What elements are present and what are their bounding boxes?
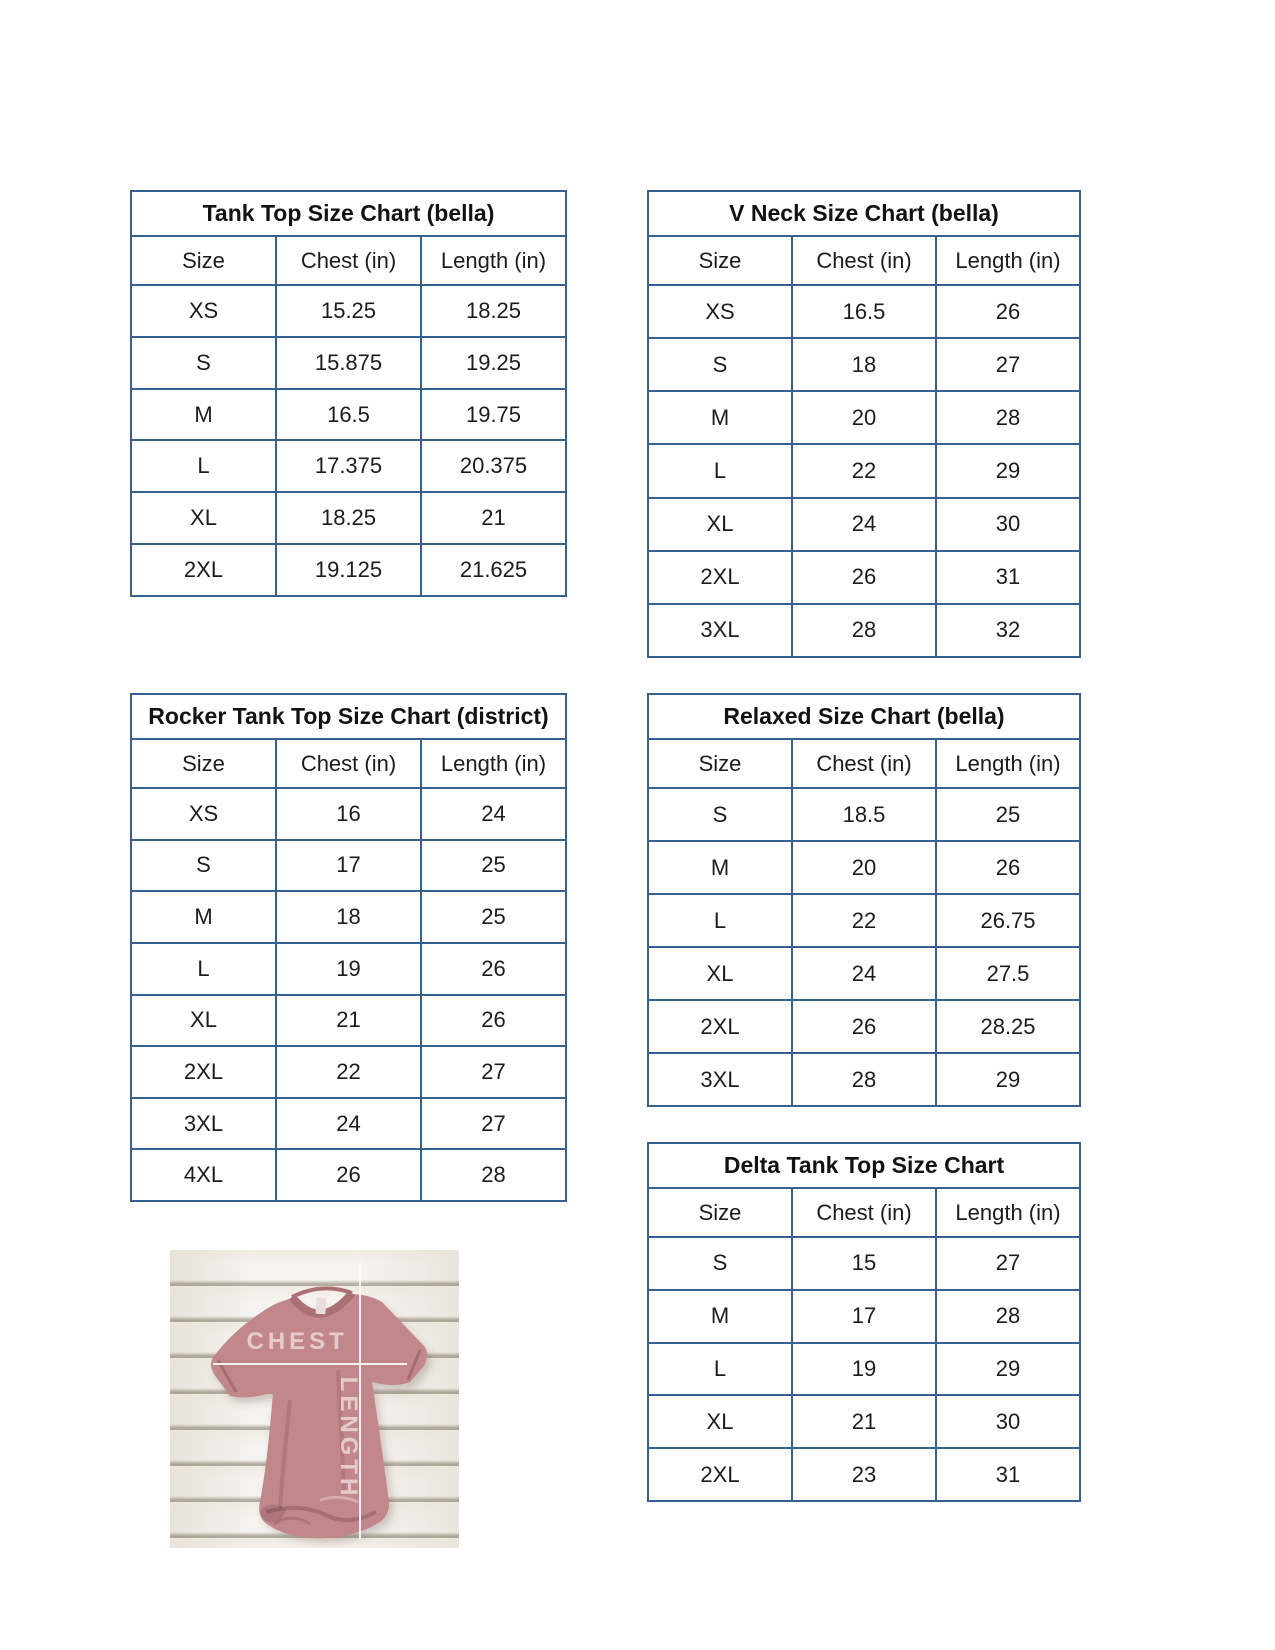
table-row xyxy=(648,551,1080,604)
length-cell: 26.75 xyxy=(936,894,1080,947)
chest-cell: 24 xyxy=(792,947,936,1000)
column-header: Chest (in) xyxy=(792,236,936,285)
chest-cell: 15.875 xyxy=(276,337,421,389)
size-cell: XL xyxy=(131,492,276,544)
chest-cell: 15.25 xyxy=(276,285,421,337)
table-row xyxy=(648,498,1080,551)
table-row xyxy=(131,389,566,441)
column-header: Chest (in) xyxy=(276,739,421,788)
length-cell: 20.375 xyxy=(421,440,566,492)
table-title-row xyxy=(648,1143,1080,1188)
table-header-row xyxy=(648,236,1080,285)
size-cell: 3XL xyxy=(648,1053,792,1106)
length-cell: 27 xyxy=(936,1237,1080,1290)
table-row xyxy=(648,1343,1080,1396)
length-cell: 31 xyxy=(936,1448,1080,1501)
size-cell: M xyxy=(648,391,792,444)
length-cell: 28.25 xyxy=(936,1000,1080,1053)
chest-cell: 24 xyxy=(792,498,936,551)
length-cell: 25 xyxy=(421,891,566,943)
length-cell: 25 xyxy=(421,840,566,892)
column-header: Size xyxy=(131,739,276,788)
size-cell: S xyxy=(131,337,276,389)
table-row xyxy=(648,338,1080,391)
length-cell: 29 xyxy=(936,1343,1080,1396)
table-header-row xyxy=(648,739,1080,788)
length-cell: 27 xyxy=(421,1046,566,1098)
chest-cell: 18 xyxy=(792,338,936,391)
table-row xyxy=(648,1290,1080,1343)
table-row xyxy=(131,1046,566,1098)
table-header-row xyxy=(131,236,566,285)
size-cell: XL xyxy=(648,1395,792,1448)
size-cell: L xyxy=(648,894,792,947)
table-title-row xyxy=(131,694,566,739)
chest-cell: 18.25 xyxy=(276,492,421,544)
chest-cell: 26 xyxy=(792,551,936,604)
column-header: Length (in) xyxy=(936,739,1080,788)
size-cell: M xyxy=(131,891,276,943)
table-title: Rocker Tank Top Size Chart (district) xyxy=(131,694,566,739)
table-row xyxy=(131,788,566,840)
length-cell: 21.625 xyxy=(421,544,566,596)
column-header: Length (in) xyxy=(936,1188,1080,1237)
length-cell: 24 xyxy=(421,788,566,840)
chest-cell: 17 xyxy=(276,840,421,892)
length-cell: 28 xyxy=(936,391,1080,444)
table-row xyxy=(648,604,1080,657)
table-title: Tank Top Size Chart (bella) xyxy=(131,191,566,236)
table-title: Relaxed Size Chart (bella) xyxy=(648,694,1080,739)
table-tank-top-size-chart xyxy=(130,190,567,597)
size-cell: 3XL xyxy=(648,604,792,657)
size-cell: XL xyxy=(648,947,792,1000)
length-cell: 19.75 xyxy=(421,389,566,441)
chest-cell: 22 xyxy=(276,1046,421,1098)
column-header: Size xyxy=(648,739,792,788)
column-header: Size xyxy=(648,1188,792,1237)
size-cell: XL xyxy=(648,498,792,551)
chest-cell: 18 xyxy=(276,891,421,943)
chest-cell: 26 xyxy=(792,1000,936,1053)
size-cell: XS xyxy=(131,285,276,337)
table-row xyxy=(648,947,1080,1000)
chest-cell: 22 xyxy=(792,444,936,497)
length-cell: 27 xyxy=(421,1098,566,1150)
chest-cell: 15 xyxy=(792,1237,936,1290)
length-cell: 26 xyxy=(421,943,566,995)
length-cell: 28 xyxy=(936,1290,1080,1343)
table-header-row xyxy=(131,739,566,788)
length-cell: 28 xyxy=(421,1149,566,1201)
tshirt-measurement-photo xyxy=(170,1250,459,1548)
size-cell: L xyxy=(648,1343,792,1396)
table-row xyxy=(648,444,1080,497)
size-cell: 3XL xyxy=(131,1098,276,1150)
size-cell: M xyxy=(648,841,792,894)
table-title: V Neck Size Chart (bella) xyxy=(648,191,1080,236)
chest-cell: 20 xyxy=(792,391,936,444)
size-cell: L xyxy=(131,440,276,492)
table-title-row xyxy=(131,191,566,236)
table-row xyxy=(648,1448,1080,1501)
table-row xyxy=(648,1237,1080,1290)
size-cell: 2XL xyxy=(131,1046,276,1098)
length-cell: 29 xyxy=(936,1053,1080,1106)
size-cell: S xyxy=(131,840,276,892)
length-cell: 32 xyxy=(936,604,1080,657)
length-cell: 19.25 xyxy=(421,337,566,389)
size-cell: 2XL xyxy=(648,1000,792,1053)
chest-cell: 19 xyxy=(276,943,421,995)
length-cell: 30 xyxy=(936,1395,1080,1448)
table-row xyxy=(131,440,566,492)
table-row xyxy=(131,943,566,995)
column-header: Chest (in) xyxy=(276,236,421,285)
column-header: Chest (in) xyxy=(792,739,936,788)
size-cell: XL xyxy=(131,995,276,1047)
length-label: LENGTH xyxy=(334,1376,362,1500)
length-cell: 27.5 xyxy=(936,947,1080,1000)
chest-cell: 19 xyxy=(792,1343,936,1396)
chest-cell: 16.5 xyxy=(276,389,421,441)
size-cell: 4XL xyxy=(131,1149,276,1201)
length-cell: 25 xyxy=(936,788,1080,841)
column-header: Length (in) xyxy=(421,236,566,285)
chest-cell: 21 xyxy=(792,1395,936,1448)
table-row xyxy=(131,1098,566,1150)
chest-cell: 16 xyxy=(276,788,421,840)
table-row xyxy=(131,492,566,544)
size-cell: M xyxy=(131,389,276,441)
chest-cell: 22 xyxy=(792,894,936,947)
table-row xyxy=(648,391,1080,444)
table-rocker-tank-top-size-chart xyxy=(130,693,567,1202)
table-relaxed-size-chart xyxy=(647,693,1081,1107)
length-cell: 18.25 xyxy=(421,285,566,337)
table-row xyxy=(648,1053,1080,1106)
table-title: Delta Tank Top Size Chart xyxy=(648,1143,1080,1188)
chest-cell: 17.375 xyxy=(276,440,421,492)
chest-measure-line xyxy=(213,1363,407,1365)
size-cell: L xyxy=(131,943,276,995)
chest-cell: 20 xyxy=(792,841,936,894)
size-cell: 2XL xyxy=(131,544,276,596)
size-cell: XS xyxy=(131,788,276,840)
chest-cell: 19.125 xyxy=(276,544,421,596)
chest-cell: 26 xyxy=(276,1149,421,1201)
size-cell: M xyxy=(648,1290,792,1343)
size-cell: 2XL xyxy=(648,551,792,604)
chest-label: CHEST xyxy=(246,1328,348,1356)
chest-cell: 28 xyxy=(792,604,936,657)
chest-cell: 16.5 xyxy=(792,285,936,338)
table-row xyxy=(648,1000,1080,1053)
table-row xyxy=(131,891,566,943)
length-cell: 29 xyxy=(936,444,1080,497)
length-cell: 30 xyxy=(936,498,1080,551)
table-row xyxy=(131,337,566,389)
table-row xyxy=(648,285,1080,338)
size-cell: S xyxy=(648,1237,792,1290)
table-row xyxy=(131,840,566,892)
chest-cell: 18.5 xyxy=(792,788,936,841)
table-header-row xyxy=(648,1188,1080,1237)
length-cell: 26 xyxy=(421,995,566,1047)
tshirt-illustration xyxy=(170,1250,459,1548)
table-row xyxy=(131,285,566,337)
size-cell: S xyxy=(648,338,792,391)
column-header: Size xyxy=(648,236,792,285)
chest-cell: 28 xyxy=(792,1053,936,1106)
chest-cell: 17 xyxy=(792,1290,936,1343)
table-row xyxy=(648,894,1080,947)
length-cell: 21 xyxy=(421,492,566,544)
size-cell: S xyxy=(648,788,792,841)
table-v-neck-size-chart xyxy=(647,190,1081,658)
table-row xyxy=(648,788,1080,841)
table-row xyxy=(131,544,566,596)
column-header: Length (in) xyxy=(936,236,1080,285)
table-row xyxy=(131,995,566,1047)
table-title-row xyxy=(648,694,1080,739)
length-cell: 26 xyxy=(936,841,1080,894)
table-delta-tank-top-size-chart xyxy=(647,1142,1081,1502)
size-cell: XS xyxy=(648,285,792,338)
table-title-row xyxy=(648,191,1080,236)
chest-cell: 24 xyxy=(276,1098,421,1150)
chest-cell: 23 xyxy=(792,1448,936,1501)
table-row xyxy=(648,841,1080,894)
chest-cell: 21 xyxy=(276,995,421,1047)
size-cell: 2XL xyxy=(648,1448,792,1501)
length-cell: 27 xyxy=(936,338,1080,391)
column-header: Chest (in) xyxy=(792,1188,936,1237)
table-row xyxy=(131,1149,566,1201)
length-cell: 26 xyxy=(936,285,1080,338)
column-header: Size xyxy=(131,236,276,285)
size-cell: L xyxy=(648,444,792,497)
table-row xyxy=(648,1395,1080,1448)
length-cell: 31 xyxy=(936,551,1080,604)
column-header: Length (in) xyxy=(421,739,566,788)
